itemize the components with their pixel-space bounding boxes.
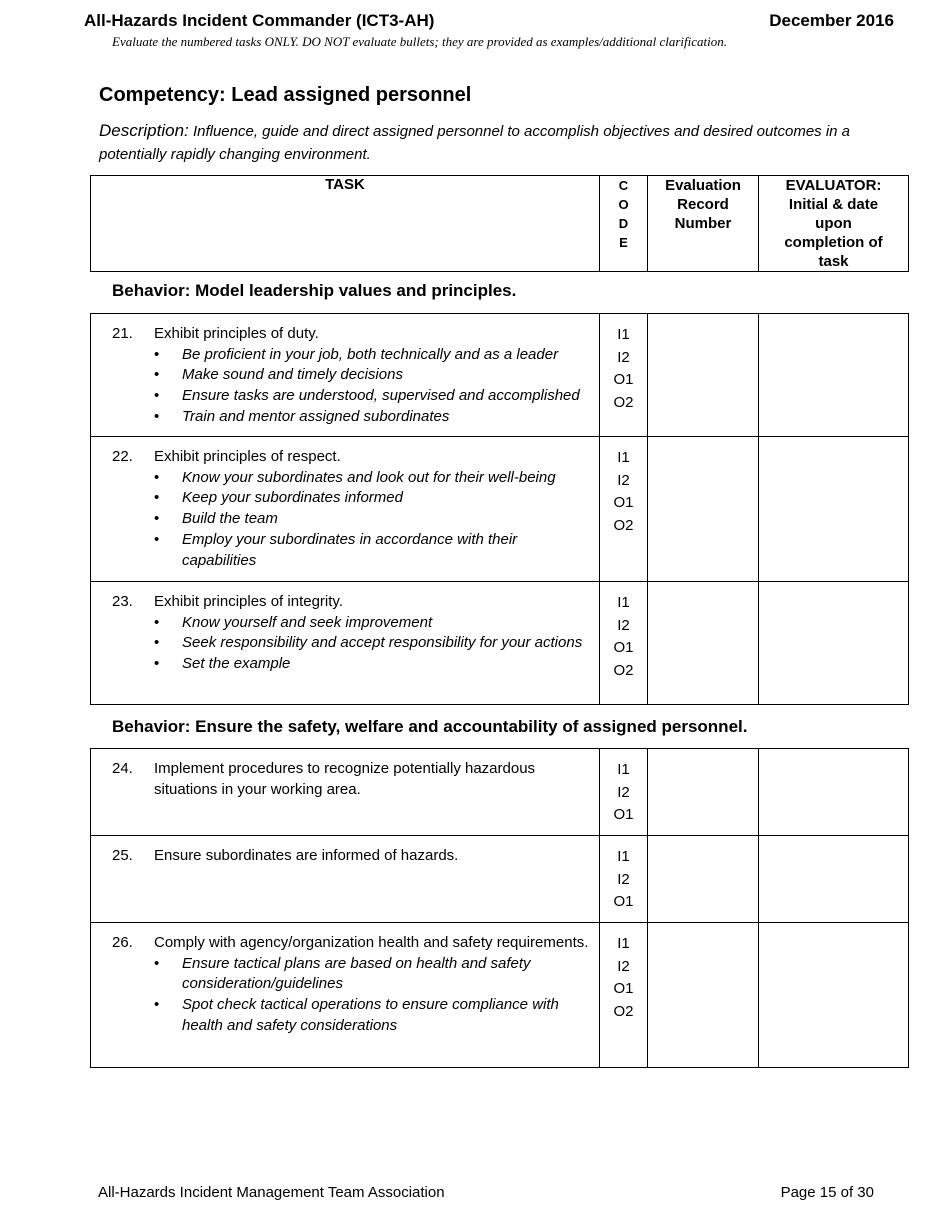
header-line: completion of [784,234,883,251]
task-bullet: • Train and mentor assigned subordinates [182,407,591,428]
task-cell [91,437,600,582]
task-bullet: • Seek responsibility and accept responsibility for your actions [182,633,591,654]
header-line: Number [674,215,732,232]
task-bullet: • Know yourself and seek improvement [182,613,591,634]
description-label: Description: [99,121,189,140]
code-cell [600,437,648,582]
code-cell [600,749,648,836]
task-bullet: • Know your subordinates and look out for their well-being [182,468,591,489]
header-line: task [818,253,849,270]
code-cell [600,582,648,705]
description-text: Influence, guide and direct assigned personnel to accomplish objectives and desired outcomes in a potentially rapidly changing environment. [99,123,851,163]
task-cell [91,314,600,437]
header-evaluator [759,176,909,272]
code-value: I1 [617,935,630,952]
table-row [91,923,909,1068]
task-number: 21. [112,325,133,342]
evaluator-initial-cell[interactable] [759,836,909,923]
behavior-heading: Behavior: Model leadership values and principles. [112,281,517,300]
task-bullet: • Ensure tactical plans are based on health and safety consideration/guidelines [182,954,591,995]
task-cell [91,582,600,705]
table-row [91,749,909,836]
code-value: O2 [613,661,634,679]
footer-organization: All-Hazards Incident Management Team Association [98,1184,445,1201]
task-text: Comply with agency/organization health and safety requirements. [154,934,589,951]
task-bullet: • Make sound and timely decisions [182,365,591,386]
code-value: O1 [613,806,634,823]
task-number: 23. [112,593,133,610]
header-line: Evaluation [665,177,741,194]
code-value: I1 [617,594,630,611]
evaluation-record-cell[interactable] [648,749,759,836]
task-bullet: • Keep your subordinates informed [182,488,591,509]
task-text: Implement procedures to recognize potentially hazardous situations in your working area. [154,760,536,798]
header-line: Initial & date [788,196,879,213]
code-value: I2 [617,348,630,366]
task-number: 26. [112,934,133,951]
task-bullet: • Spot check tactical operations to ensure compliance with health and safety considerations [182,995,591,1036]
header-line: EVALUATOR: [785,177,882,194]
code-value: O1 [613,639,634,656]
task-bullet: • Build the team [182,509,591,530]
evaluation-record-cell[interactable] [648,836,759,923]
task-bullet: • Employ your subordinates in accordance with their capabilities [182,530,591,571]
header-line: upon [815,215,852,232]
header-task: TASK [91,176,600,272]
document-date: December 2016 [769,11,894,30]
evaluator-initial-cell[interactable] [759,923,909,1068]
evaluator-initial-cell[interactable] [759,749,909,836]
evaluator-initial-cell[interactable] [759,582,909,705]
code-value: O1 [613,893,634,910]
behavior-heading: Behavior: Ensure the safety, welfare and accountability of assigned personnel. [112,717,748,736]
task-text: Exhibit principles of duty. [154,325,319,342]
evaluation-record-cell[interactable] [648,314,759,437]
task-cell [91,749,600,836]
competency-heading: Competency: Lead assigned personnel [99,84,472,106]
evaluation-record-cell[interactable] [648,437,759,582]
code-letter: C [618,178,629,193]
code-value: O2 [613,393,634,411]
code-value: O1 [613,980,634,997]
code-value: I1 [617,761,630,778]
evaluation-instruction: Evaluate the numbered tasks ONLY. DO NOT evaluate bullets; they are provided as examples/additional clarification. [112,34,727,49]
code-cell [600,923,648,1068]
task-number: 25. [112,847,133,864]
code-value: I2 [617,783,630,801]
competency-description [99,119,889,166]
task-table-group-2 [90,748,909,1068]
task-text: Exhibit principles of integrity. [154,593,343,610]
task-cell [91,923,600,1068]
code-value: I2 [617,616,630,634]
code-cell [600,314,648,437]
code-value: I2 [617,870,630,888]
table-row [91,437,909,582]
code-letter: O [618,197,629,212]
header-line: Record [677,196,729,213]
code-cell [600,836,648,923]
table-row [91,314,909,437]
task-text: Exhibit principles of respect. [154,448,341,465]
task-bullet: • Set the example [182,654,591,675]
table-row [91,836,909,923]
task-bullet: • Ensure tasks are understood, supervised and accomplished [182,386,591,407]
evaluation-record-cell[interactable] [648,582,759,705]
task-table-group-1 [90,313,909,705]
task-number: 24. [112,760,133,777]
code-value: O1 [613,494,634,511]
task-number: 22. [112,448,133,465]
code-value: I1 [617,326,630,343]
evaluator-initial-cell[interactable] [759,314,909,437]
footer-page-number: Page 15 of 30 [780,1184,874,1201]
table-row [91,582,909,705]
code-value: O2 [613,1002,634,1020]
task-table-header [90,175,909,272]
evaluation-record-cell[interactable] [648,923,759,1068]
code-letter: D [618,216,629,231]
code-value: O2 [613,516,634,534]
evaluator-initial-cell[interactable] [759,437,909,582]
task-bullet: • Be proficient in your job, both technically and as a leader [182,345,591,366]
code-value: I1 [617,449,630,466]
code-letter: E [619,235,628,250]
code-value: I2 [617,471,630,489]
document-title: All-Hazards Incident Commander (ICT3-AH) [84,11,435,30]
code-value: O1 [613,371,634,388]
header-evaluation-record [648,176,759,272]
code-value: I1 [617,848,630,865]
task-cell [91,836,600,923]
task-text: Ensure subordinates are informed of hazards. [154,847,459,864]
header-code [600,176,648,272]
code-value: I2 [617,957,630,975]
